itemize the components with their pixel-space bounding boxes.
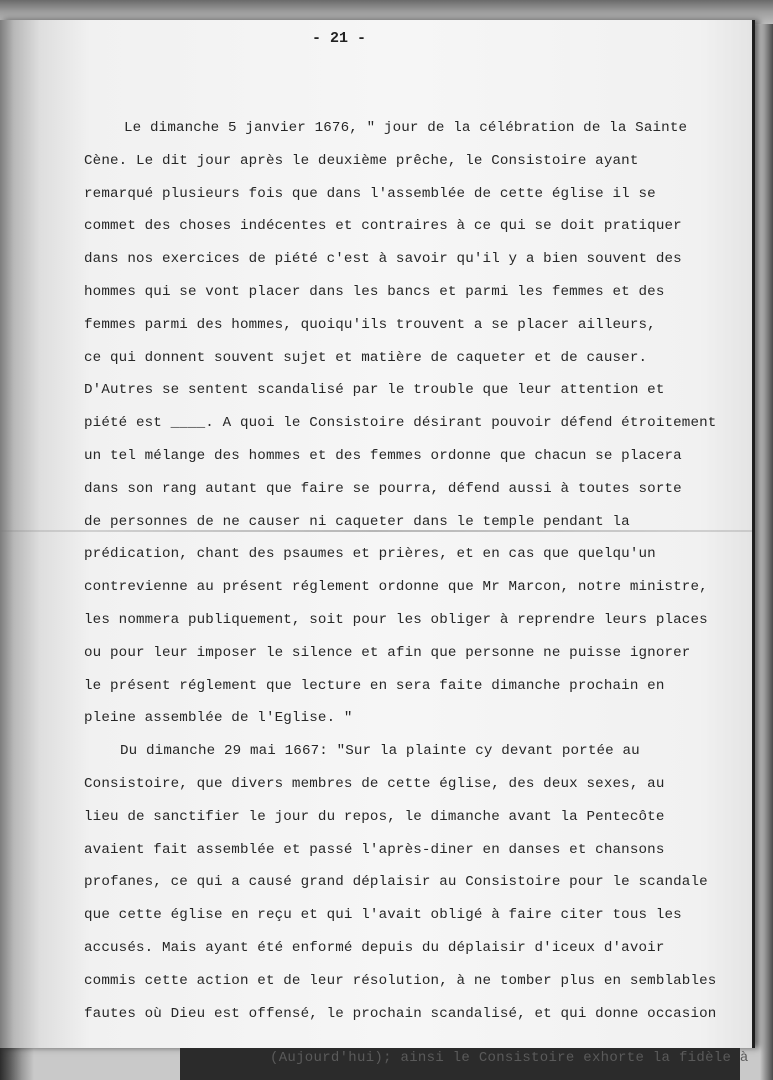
text-line: contrevienne au présent réglement ordonne que Mr Marcon, notre ministre, (84, 579, 708, 596)
text-line: remarqué plusieurs fois que dans l'assemblée de cette église il se (84, 185, 656, 202)
text-line: pleine assemblée de l'Eglise. " (84, 710, 353, 727)
text-line: que cette église en reçu et qui l'avait obligé à faire citer tous les (84, 907, 682, 924)
text-line: ou pour leur imposer le silence et afin que personne ne puisse ignorer (84, 644, 691, 661)
text-line: Le dimanche 5 janvier 1676, " jour de la célébration de la Sainte (124, 120, 688, 136)
text-line: piété est ____. A quoi le Consistoire désirant pouvoir défend étroitement (84, 415, 717, 432)
page-number: - 21 - (312, 30, 367, 47)
text-line: Du dimanche 29 mai 1667: "Sur la plainte cy devant portée au (120, 743, 640, 760)
text-line: accusés. Mais ayant été enformé depuis du déplaisir d'iceux d'avoir (84, 939, 665, 956)
text-line: prédication, chant des psaumes et prières, et en cas que quelqu'un (84, 546, 656, 563)
text-line: avaient fait assemblée et passé l'après-diner en danses et chansons (84, 841, 665, 858)
text-line: ce qui donnent souvent sujet et matière de caqueter et de causer. (84, 349, 648, 366)
text-line: D'Autres se sentent scandalisé par le trouble que leur attention et (84, 382, 665, 399)
text-line: Cène. Le dit jour après le deuxième prêche, le Consistoire ayant (84, 152, 639, 169)
text-line: commet des choses indécentes et contraires à ce qui se doit pratiquer (84, 218, 682, 235)
bleed-through-text: (Aujourd'hui); ainsi le Consistoire exhorte la fidèle à (270, 1050, 749, 1066)
text-line: commis cette action et de leur résolution, à ne tomber plus en semblables (84, 972, 717, 989)
text-line: Consistoire, que divers membres de cette église, des deux sexes, au (84, 775, 665, 792)
text-line: un tel mélange des hommes et des femmes ordonne que chacun se placera (84, 447, 682, 464)
text-line: femmes parmi des hommes, quoiqu'ils trouvent a se placer ailleurs, (84, 316, 656, 333)
text-line: hommes qui se vont placer dans les bancs et parmi les femmes et des (84, 283, 665, 300)
text-line: dans son rang autant que faire se pourra, défend aussi à toutes sorte (84, 480, 682, 497)
text-line: les nommera publiquement, soit pour les obliger à reprendre leurs places (84, 611, 708, 628)
text-line: profanes, ce qui a causé grand déplaisir au Consistoire pour le scandale (84, 874, 708, 891)
text-line: dans nos exercices de piété c'est à savoir qu'il y a bien souvent des (84, 251, 682, 268)
document-body (84, 112, 744, 1030)
text-line: le présent réglement que lecture en sera faite dimanche prochain en (84, 677, 665, 694)
text-line: de personnes de ne causer ni caqueter dans le temple pendant la (84, 513, 630, 530)
text-line: lieu de sanctifier le jour du repos, le dimanche avant la Pentecôte (84, 808, 665, 825)
underlying-page-edge (180, 1048, 749, 1080)
text-line: fautes où Dieu est offensé, le prochain scandalisé, et qui donne occasion (84, 1005, 717, 1022)
